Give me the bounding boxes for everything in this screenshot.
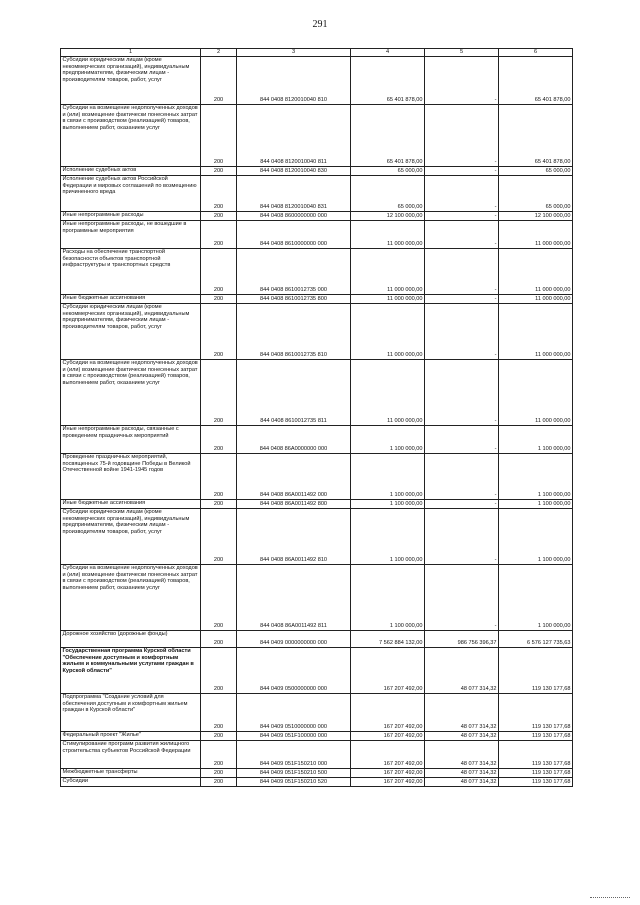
- row-executed-cell: -: [425, 249, 499, 295]
- row-executed-cell: -: [425, 509, 499, 565]
- table-row: [61, 509, 573, 565]
- row-code-cell: 844 0409 051F150210 500: [237, 769, 351, 778]
- row-remainder-cell: 1 100 000,00: [499, 509, 573, 565]
- page-number: 291: [312, 19, 328, 30]
- row-name-cell: Субсидии юридическим лицам (кроме некоммерческих организаций), индивидуальным предпринимателям, физическим лицам - производителям товаров, работ, услуг: [61, 304, 201, 360]
- table-row: [61, 648, 573, 694]
- row-code-cell: 844 0409 051F100000 000: [237, 732, 351, 741]
- row-code-cell: 844 0408 8610012735 000: [237, 249, 351, 295]
- table-row: [61, 778, 573, 787]
- row-name-cell: Иные бюджетные ассигнования: [61, 295, 201, 304]
- table-row: [61, 732, 573, 741]
- row-name-cell: Субсидии юридическим лицам (кроме некоммерческих организаций), индивидуальным предпринимателям, физическим лицам - производителям товаров, работ, услуг: [61, 57, 201, 105]
- row-ppp-cell: 200: [201, 732, 237, 741]
- footer-dotted-line: [590, 897, 630, 898]
- row-ppp-cell: 200: [201, 778, 237, 787]
- row-ppp-cell: 200: [201, 631, 237, 648]
- table-row: [61, 454, 573, 500]
- row-remainder-cell: 11 000 000,00: [499, 360, 573, 426]
- row-approved-cell: 65 000,00: [351, 176, 425, 212]
- row-ppp-cell: 200: [201, 304, 237, 360]
- row-executed-cell: -: [425, 221, 499, 249]
- row-ppp-cell: 200: [201, 105, 237, 167]
- row-ppp-cell: 200: [201, 221, 237, 249]
- row-remainder-cell: 1 100 000,00: [499, 500, 573, 509]
- row-ppp-cell: 200: [201, 500, 237, 509]
- row-name-cell: Исполнение судебных актов Российской Федерации и мировых соглашений по возмещению причиненного вреда: [61, 176, 201, 212]
- row-ppp-cell: 200: [201, 167, 237, 176]
- row-name-cell: Проведение праздничных мероприятий, посвященных 75-й годовщине Победы в Великой Отечественной войне 1941-1945 годов: [61, 454, 201, 500]
- row-name-cell: Подпрограмма "Создание условий для обеспечения доступным и комфортным жильем граждан в Курской области": [61, 694, 201, 732]
- row-code-cell: 844 0409 0500000000 000: [237, 648, 351, 694]
- row-ppp-cell: 200: [201, 454, 237, 500]
- row-code-cell: 844 0408 86А0011492 811: [237, 565, 351, 631]
- row-approved-cell: 167 207 492,00: [351, 732, 425, 741]
- row-ppp-cell: 200: [201, 565, 237, 631]
- row-code-cell: 844 0409 0000000000 000: [237, 631, 351, 648]
- row-remainder-cell: 1 100 000,00: [499, 565, 573, 631]
- header-col-1: 1: [61, 49, 201, 57]
- row-approved-cell: 167 207 492,00: [351, 778, 425, 787]
- header-col-6: 6: [499, 49, 573, 57]
- row-name-cell: Государственная программа Курской области "Обеспечение доступным и комфортным жильем и коммунальными услугами граждан в Курской области": [61, 648, 201, 694]
- row-approved-cell: 1 100 000,00: [351, 500, 425, 509]
- table-row: [61, 741, 573, 769]
- row-approved-cell: 1 100 000,00: [351, 454, 425, 500]
- row-approved-cell: 7 562 884 132,00: [351, 631, 425, 648]
- row-approved-cell: 1 100 000,00: [351, 509, 425, 565]
- row-executed-cell: -: [425, 454, 499, 500]
- row-approved-cell: 1 100 000,00: [351, 426, 425, 454]
- header-col-3: 3: [237, 49, 351, 57]
- table-row: [61, 360, 573, 426]
- row-remainder-cell: 119 130 177,68: [499, 694, 573, 732]
- row-executed-cell: -: [425, 426, 499, 454]
- budget-table: [60, 48, 573, 787]
- row-executed-cell: 48 077 314,32: [425, 648, 499, 694]
- table-row: [61, 221, 573, 249]
- row-approved-cell: 167 207 492,00: [351, 648, 425, 694]
- row-ppp-cell: 200: [201, 295, 237, 304]
- row-code-cell: 844 0408 8610012735 800: [237, 295, 351, 304]
- row-code-cell: 844 0409 0510000000 000: [237, 694, 351, 732]
- row-code-cell: 844 0408 86А0000000 000: [237, 426, 351, 454]
- row-code-cell: 844 0408 8610012735 811: [237, 360, 351, 426]
- row-remainder-cell: 65 000,00: [499, 167, 573, 176]
- table-row: [61, 57, 573, 105]
- table-row: [61, 694, 573, 732]
- row-remainder-cell: 119 130 177,68: [499, 648, 573, 694]
- row-remainder-cell: 11 000 000,00: [499, 304, 573, 360]
- row-approved-cell: 11 000 000,00: [351, 304, 425, 360]
- row-name-cell: Стимулирование программ развития жилищного строительства субъектов Российской Федерации: [61, 741, 201, 769]
- row-approved-cell: 1 100 000,00: [351, 565, 425, 631]
- table-row: [61, 295, 573, 304]
- row-name-cell: Иные непрограммные расходы, не вошедшие в программные мероприятия: [61, 221, 201, 249]
- row-code-cell: 844 0408 86А0011492 800: [237, 500, 351, 509]
- row-approved-cell: 11 000 000,00: [351, 249, 425, 295]
- row-ppp-cell: 200: [201, 426, 237, 454]
- header-col-2: 2: [201, 49, 237, 57]
- header-col-4: 4: [351, 49, 425, 57]
- table-row: [61, 631, 573, 648]
- row-name-cell: Иные бюджетные ассигнования: [61, 500, 201, 509]
- row-name-cell: Межбюджетные трансферты: [61, 769, 201, 778]
- table-row: [61, 565, 573, 631]
- row-name-cell: Субсидии на возмещение недополученных доходов и (или) возмещение фактически понесенных затрат в связи с производством (реализацией) товаров, выполнением работ, оказанием услуг: [61, 565, 201, 631]
- row-approved-cell: 167 207 492,00: [351, 769, 425, 778]
- row-name-cell: Иные непрограммные расходы, связанные с проведением праздничных мероприятий: [61, 426, 201, 454]
- table-row: [61, 176, 573, 212]
- table-row: [61, 167, 573, 176]
- table-row: [61, 304, 573, 360]
- row-remainder-cell: 65 000,00: [499, 176, 573, 212]
- row-executed-cell: -: [425, 565, 499, 631]
- row-remainder-cell: 11 000 000,00: [499, 221, 573, 249]
- row-approved-cell: 65 401 878,00: [351, 57, 425, 105]
- row-code-cell: 844 0408 8610012735 810: [237, 304, 351, 360]
- row-executed-cell: 48 077 314,32: [425, 732, 499, 741]
- row-executed-cell: -: [425, 167, 499, 176]
- row-ppp-cell: 200: [201, 57, 237, 105]
- row-ppp-cell: 200: [201, 176, 237, 212]
- row-executed-cell: 48 077 314,32: [425, 769, 499, 778]
- table-row: [61, 500, 573, 509]
- row-remainder-cell: 1 100 000,00: [499, 426, 573, 454]
- table-row: [61, 105, 573, 167]
- row-ppp-cell: 200: [201, 360, 237, 426]
- row-executed-cell: -: [425, 57, 499, 105]
- table-row: [61, 212, 573, 221]
- row-remainder-cell: 65 401 878,00: [499, 57, 573, 105]
- row-approved-cell: 11 000 000,00: [351, 221, 425, 249]
- table-header-row: [61, 49, 573, 57]
- row-name-cell: Иные непрограммные расходы: [61, 212, 201, 221]
- row-code-cell: 844 0408 86А0011492 810: [237, 509, 351, 565]
- row-name-cell: Дорожное хозяйство (дорожные фонды): [61, 631, 201, 648]
- table-row: [61, 249, 573, 295]
- row-code-cell: 844 0408 8120010040 831: [237, 176, 351, 212]
- row-ppp-cell: 200: [201, 648, 237, 694]
- row-code-cell: 844 0408 8600000000 000: [237, 212, 351, 221]
- row-name-cell: Субсидии: [61, 778, 201, 787]
- row-code-cell: 844 0408 8120010040 810: [237, 57, 351, 105]
- row-code-cell: 844 0408 8610000000 000: [237, 221, 351, 249]
- row-executed-cell: -: [425, 304, 499, 360]
- row-remainder-cell: 119 130 177,68: [499, 732, 573, 741]
- row-name-cell: Субсидии на возмещение недополученных доходов и (или) возмещение фактически понесенных затрат в связи с производством (реализацией) товаров, выполнением работ, оказанием услуг: [61, 360, 201, 426]
- row-code-cell: 844 0408 8120010040 830: [237, 167, 351, 176]
- row-approved-cell: 12 100 000,00: [351, 212, 425, 221]
- row-approved-cell: 167 207 492,00: [351, 741, 425, 769]
- row-approved-cell: 11 000 000,00: [351, 360, 425, 426]
- row-remainder-cell: 1 100 000,00: [499, 454, 573, 500]
- row-executed-cell: -: [425, 105, 499, 167]
- row-remainder-cell: 65 401 878,00: [499, 105, 573, 167]
- row-code-cell: 844 0408 86А0011492 000: [237, 454, 351, 500]
- row-remainder-cell: 119 130 177,68: [499, 741, 573, 769]
- row-name-cell: Федеральный проект "Жилье": [61, 732, 201, 741]
- row-ppp-cell: 200: [201, 249, 237, 295]
- row-executed-cell: -: [425, 360, 499, 426]
- row-executed-cell: 986 756 396,37: [425, 631, 499, 648]
- row-executed-cell: 48 077 314,32: [425, 694, 499, 732]
- row-executed-cell: -: [425, 212, 499, 221]
- row-code-cell: 844 0409 051F150210 000: [237, 741, 351, 769]
- row-ppp-cell: 200: [201, 694, 237, 732]
- row-remainder-cell: 12 100 000,00: [499, 212, 573, 221]
- row-ppp-cell: 200: [201, 769, 237, 778]
- row-executed-cell: -: [425, 176, 499, 212]
- row-approved-cell: 11 000 000,00: [351, 295, 425, 304]
- row-ppp-cell: 200: [201, 212, 237, 221]
- row-remainder-cell: 11 000 000,00: [499, 249, 573, 295]
- row-code-cell: 844 0409 051F150210 520: [237, 778, 351, 787]
- row-name-cell: Расходы на обеспечение транспортной безопасности объектов транспортной инфраструктуры и транспортных средств: [61, 249, 201, 295]
- row-executed-cell: 48 077 314,32: [425, 741, 499, 769]
- row-executed-cell: 48 077 314,32: [425, 778, 499, 787]
- row-remainder-cell: 6 576 127 735,63: [499, 631, 573, 648]
- row-remainder-cell: 11 000 000,00: [499, 295, 573, 304]
- row-remainder-cell: 119 130 177,68: [499, 778, 573, 787]
- row-approved-cell: 65 000,00: [351, 167, 425, 176]
- table-row: [61, 769, 573, 778]
- row-approved-cell: 65 401 878,00: [351, 105, 425, 167]
- row-name-cell: Субсидии на возмещение недополученных доходов и (или) возмещение фактически понесенных затрат в связи с производством (реализацией) товаров, выполнением работ, оказанием услуг: [61, 105, 201, 167]
- row-approved-cell: 167 207 492,00: [351, 694, 425, 732]
- row-executed-cell: -: [425, 295, 499, 304]
- header-col-5: 5: [425, 49, 499, 57]
- row-code-cell: 844 0408 8120010040 811: [237, 105, 351, 167]
- row-remainder-cell: 119 130 177,68: [499, 769, 573, 778]
- row-name-cell: Субсидии юридическим лицам (кроме некоммерческих организаций), индивидуальным предпринимателям, физическим лицам - производителям товаров, работ, услуг: [61, 509, 201, 565]
- row-name-cell: Исполнение судебных актов: [61, 167, 201, 176]
- row-ppp-cell: 200: [201, 509, 237, 565]
- row-executed-cell: -: [425, 500, 499, 509]
- table-row: [61, 426, 573, 454]
- row-ppp-cell: 200: [201, 741, 237, 769]
